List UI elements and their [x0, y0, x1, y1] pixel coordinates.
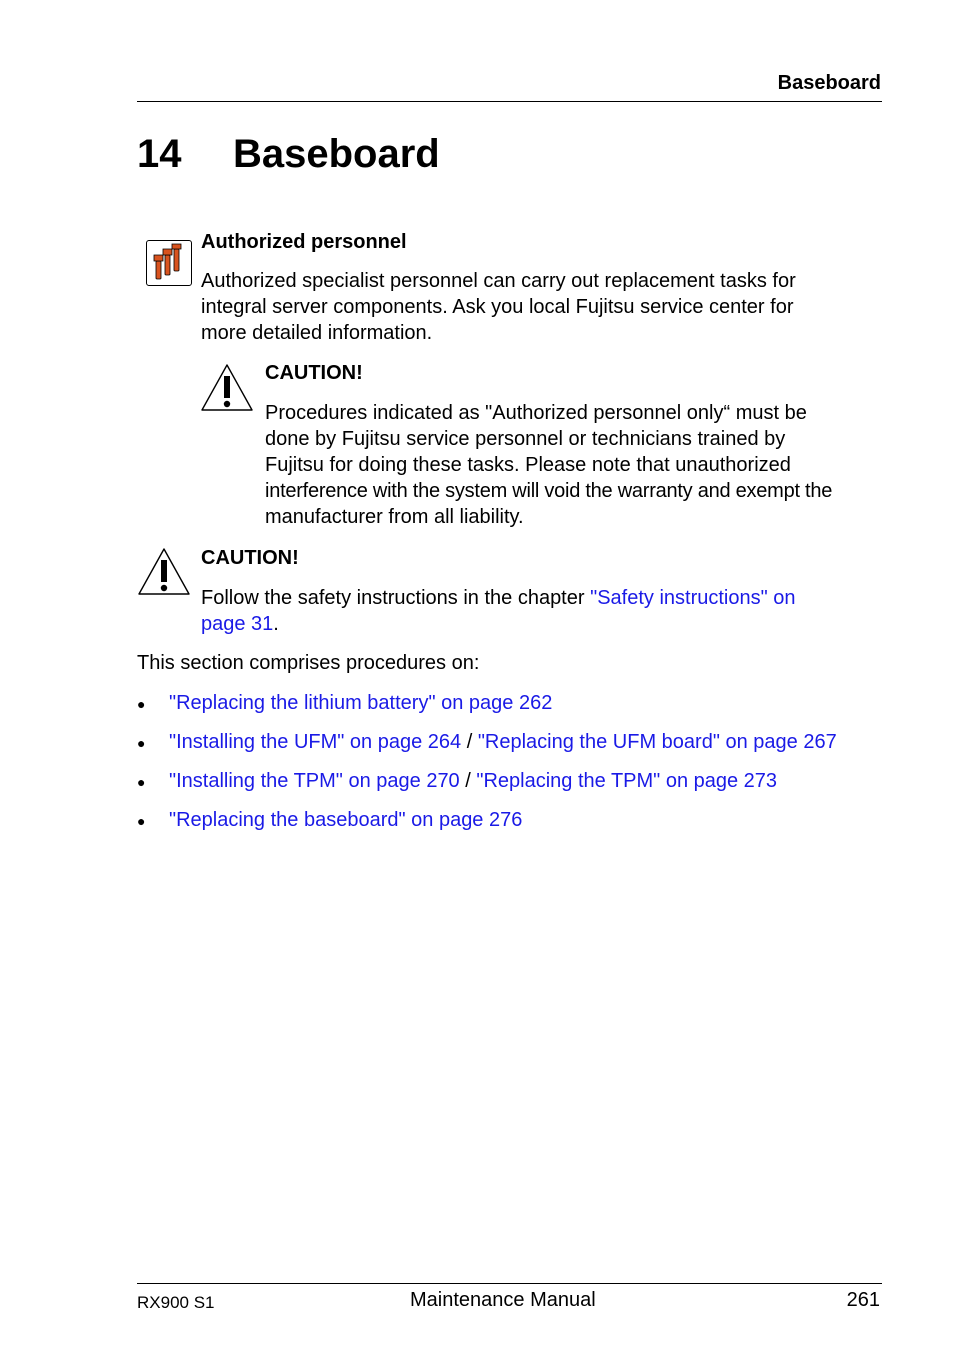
caution1-text	[265, 400, 832, 530]
list-item	[137, 807, 837, 833]
chapter-number: 14	[137, 132, 182, 176]
replacing-tpm-link[interactable]: "Replacing the TPM" on page 273	[476, 770, 778, 792]
footer-model: RX900 S1	[137, 1293, 215, 1312]
wrench-tools-icon	[146, 240, 192, 286]
intro-text: This section comprises procedures on:	[137, 652, 480, 674]
warning-triangle-icon	[136, 546, 192, 603]
safety-instructions-link[interactable]: "Safety instructions" on	[590, 587, 796, 609]
footer-rule	[137, 1283, 882, 1284]
authorized-text	[201, 268, 796, 346]
warning-triangle-icon	[199, 362, 255, 419]
separator: /	[461, 731, 478, 753]
authorized-line: Authorized specialist personnel can carry out replacement tasks for	[201, 270, 796, 292]
caution1-line: Procedures indicated as "Authorized personnel only“ must be	[265, 402, 807, 424]
page-number: 261	[846, 1289, 880, 1311]
authorized-line: more detailed information.	[201, 322, 433, 344]
caution1-line: manufacturer from all liability.	[265, 506, 524, 528]
list-item	[137, 768, 837, 794]
authorized-line: integral server components. Ask you local Fujitsu service center for	[201, 296, 794, 318]
caution1-line: interference with the system will void the warranty and exempt the	[265, 480, 833, 502]
separator: /	[459, 770, 477, 792]
safety-instructions-link[interactable]: page 31	[201, 613, 274, 635]
bullet-icon: ●	[137, 735, 146, 751]
caution2-heading: CAUTION!	[201, 547, 299, 569]
bullet-icon: ●	[137, 813, 146, 829]
lithium-battery-link[interactable]: "Replacing the lithium battery" on page 262	[169, 692, 553, 714]
replacing-baseboard-link[interactable]: "Replacing the baseboard" on page 276	[169, 809, 523, 831]
caution2-text	[201, 585, 796, 637]
header-rule	[137, 101, 882, 102]
installing-tpm-link[interactable]: "Installing the TPM" on page 270	[169, 770, 460, 792]
chapter-title	[137, 132, 440, 177]
caution2-text-before: Follow the safety instructions in the chapter	[201, 587, 591, 609]
authorized-heading: Authorized personnel	[201, 231, 407, 253]
list-item	[137, 690, 837, 716]
running-header: Baseboard	[777, 72, 881, 94]
replacing-ufm-link[interactable]: "Replacing the UFM board" on page 267	[477, 731, 837, 753]
procedure-list	[137, 690, 837, 833]
bullet-icon: ●	[137, 696, 146, 712]
bullet-icon: ●	[137, 774, 146, 790]
caution2-text-after: .	[273, 613, 279, 635]
list-item	[137, 729, 837, 755]
caution1-line: done by Fujitsu service personnel or technicians trained by	[265, 428, 786, 450]
chapter-name: Baseboard	[233, 132, 440, 176]
caution1-line: Fujitsu for doing these tasks. Please note that unauthorized	[265, 454, 791, 476]
installing-ufm-link[interactable]: "Installing the UFM" on page 264	[169, 731, 462, 753]
caution1-heading: CAUTION!	[265, 362, 363, 384]
footer-title: Maintenance Manual	[410, 1289, 596, 1311]
